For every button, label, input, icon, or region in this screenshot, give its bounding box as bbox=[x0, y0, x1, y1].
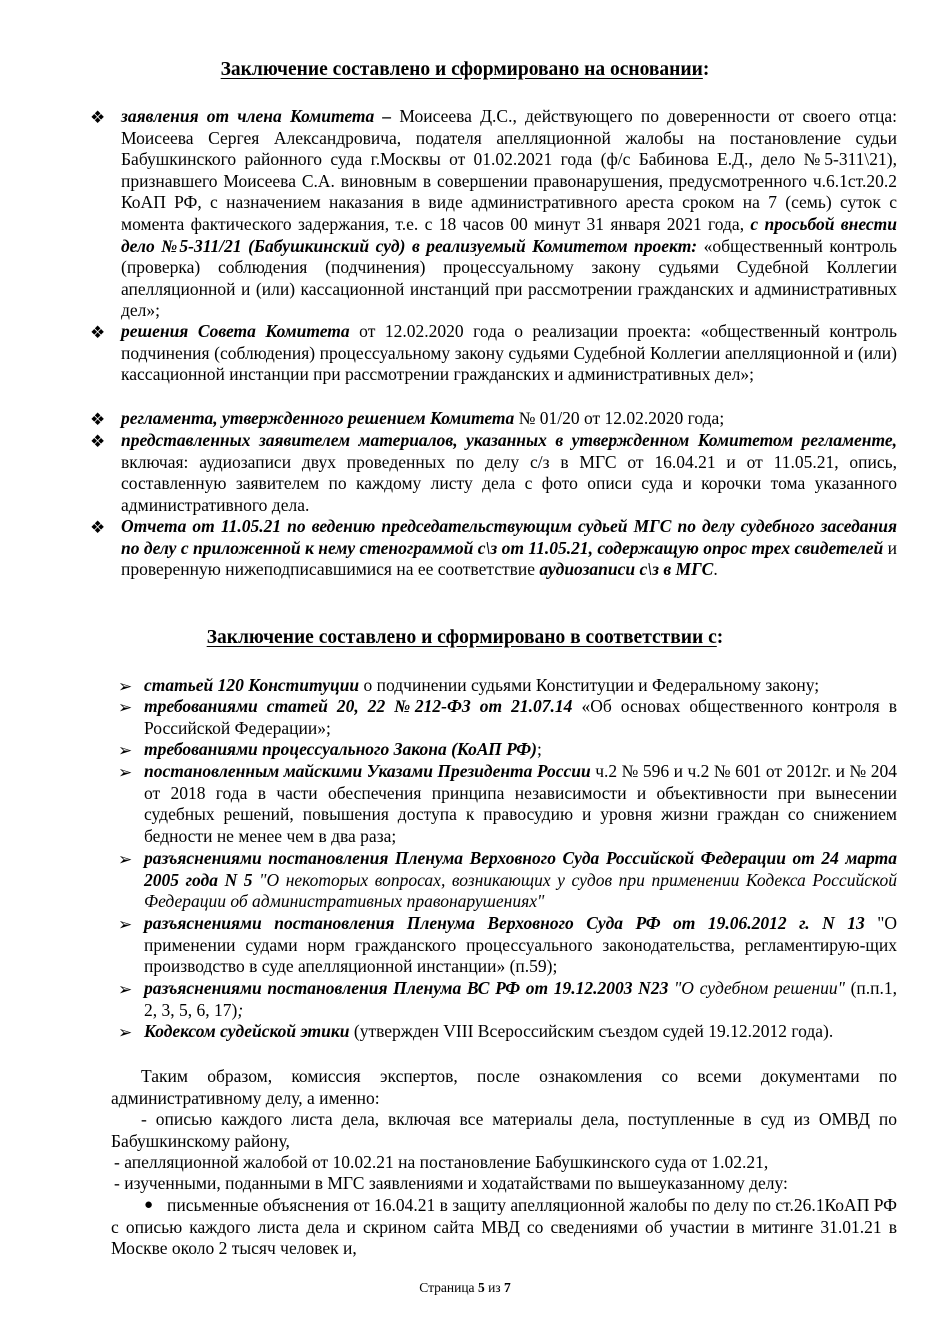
plain-text: "О применении судами норм гражданского процессуального законодательства, регламентирую-щих производство в суде апелляционной инстанции» (п.59); bbox=[144, 913, 897, 977]
body-intro: Таким образом, комиссия экспертов, после ознакомления со всеми документами по административному делу, а именно: bbox=[111, 1066, 897, 1108]
body-line-appeal: - апелляционной жалобой от 10.02.21 на постановление Бабушкинского суда от 1.02.21, bbox=[114, 1152, 769, 1172]
emphasized-text: аудиозаписи с\з в МГС bbox=[539, 559, 714, 580]
plain-text: «общественный контроль (проверка) соблюдения (подчинения) процессуальному закону судьями Судебной Коллегии апелляционной и (или) кассационной инстанций при рассмотрении гражданских и административных дел»; bbox=[121, 235, 897, 321]
plain-text: (п.п.1, 2, 3, 5, 6, 17) bbox=[144, 978, 898, 1020]
plain-text: о подчинении судьями Конституции и Федеральному закону; bbox=[359, 675, 820, 695]
dot-bullet-icon: ● bbox=[144, 1197, 154, 1213]
arrow-bullet-icon: ➢ bbox=[118, 915, 133, 934]
basis-item bbox=[121, 321, 897, 386]
section-heading-basis bbox=[0, 58, 930, 82]
basis-item bbox=[121, 516, 897, 581]
section-heading-basis-text: Заключение составлено и сформировано на основании bbox=[220, 59, 703, 80]
arrow-bullet-icon: ➢ bbox=[118, 698, 133, 717]
compliance-item bbox=[144, 739, 897, 761]
emphasized-text: требованиями статей 20, 22 №212-ФЗ от 21.07.14 bbox=[144, 696, 573, 716]
emphasized-text: решения Совета Комитета bbox=[121, 321, 350, 341]
compliance-item bbox=[144, 761, 897, 847]
plain-text: «Об основах общественного контроля в Российской Федерации»; bbox=[144, 696, 898, 738]
basis-item bbox=[121, 430, 897, 516]
compliance-item bbox=[144, 1021, 897, 1043]
plain-text: (утвержден VIII Всероссийским съездом судей 19.12.2012 года). bbox=[349, 1021, 834, 1041]
emphasized-text: регламента, утвержденного решением Комитета bbox=[121, 408, 515, 428]
italic-text: ; bbox=[237, 999, 244, 1020]
emphasized-text: с просьбой внести дело №5-311/21 (Бабушкинский суд) в реализуемый Комитетом проект: bbox=[121, 213, 897, 256]
compliance-item bbox=[144, 696, 897, 739]
plain-text: и проверенную нижеподписавшимися на ее соответствие bbox=[121, 537, 897, 580]
compliance-item bbox=[144, 913, 897, 978]
arrow-bullet-icon: ➢ bbox=[118, 1023, 133, 1042]
diamond-bullet-icon: ❖ bbox=[90, 410, 106, 429]
emphasized-text: представленных заявителем материалов, указанных в утвержденном Комитетом регламенте, bbox=[121, 430, 897, 450]
compliance-item bbox=[144, 675, 897, 697]
plain-text: . bbox=[713, 559, 718, 580]
plain-text: Моисеева Д.С., действующего по доверенности от своего отца: Моисеева Сергея Александровича, подателя апелляционной жалобы на постановление судьи Бабушкинского районного суда г.Москвы от 01.02.2021 года (ф/с Бабинова Е.Д., дело №5-311\21), признавшего Моисеева С.А. виновным в совершении правонарушения, предусмотренного ч.6.1ст.20.2 КоАП РФ, с назначением наказания в виде административного ареста сроком на 7 (семь) суток с момента фактического задержания, т.е. с 18 часов 00 минут 31 января 2021 года, bbox=[121, 106, 897, 234]
plain-text: № 01/20 от 12.02.2020 года; bbox=[514, 408, 725, 428]
footer-label: Страница bbox=[419, 1280, 475, 1295]
arrow-bullet-icon: ➢ bbox=[118, 850, 133, 869]
emphasized-text: Отчета от 11.05.21 по ведению председательствующим судьей МГС по делу судебного заседания по делу с приложенной к нему стенограммой с\з от 11.05.21, содержащую опрос трех свидетелей bbox=[121, 516, 897, 558]
italic-text: "О некоторых вопросах, возникающих у судов при применении Кодекса Российской Федерации об административных правонарушениях" bbox=[144, 869, 897, 912]
footer-of: из bbox=[488, 1280, 501, 1295]
section-heading-basis-suffix: : bbox=[702, 59, 710, 80]
emphasized-text: разъяснениями постановления Пленума Верховного Суда РФ от 19.06.2012 г. N 13 bbox=[144, 913, 865, 933]
emphasized-text: статьей 120 Конституции bbox=[144, 675, 360, 695]
basis-item bbox=[121, 408, 897, 430]
plain-text: ; bbox=[537, 739, 542, 759]
plain-text: ч.2 № 596 и ч.2 № 601 от 2012г. и № 204 от 2018 года в части обеспечения принципа независимости и объективности при вынесении судебных решений, повышения доступа к правосудию и уровня жизни граждан со снижением бедности не менее чем в два раза; bbox=[144, 761, 897, 846]
compliance-item bbox=[144, 978, 897, 1021]
arrow-bullet-icon: ➢ bbox=[118, 980, 133, 999]
basis-item bbox=[121, 106, 897, 322]
body-dot-item: письменные объяснения от 16.04.21 в защиту апелляционной жалобы по делу по ст.26.1КоАП РФ с описью каждого листа дела и скрином сайта МВД со сведениями об участии в митинге 31.01.21 в Москве около 2 тысяч человек и, bbox=[111, 1195, 897, 1259]
section-heading-compliance-suffix: : bbox=[716, 627, 724, 648]
diamond-bullet-icon: ❖ bbox=[90, 432, 106, 451]
arrow-bullet-icon: ➢ bbox=[118, 763, 133, 782]
emphasized-text: требованиями процессуального Закона (КоАП РФ) bbox=[144, 739, 537, 759]
body-line-inventory: - описью каждого листа дела, включая все материалы дела, поступленные в суд из ОМВД по Бабушкинскому району, bbox=[111, 1109, 897, 1151]
emphasized-text: разъяснениями постановления Пленума Верховного Суда Российской Федерации от 24 марта 2005 года N 5 bbox=[144, 848, 897, 890]
compliance-item bbox=[144, 848, 897, 913]
emphasized-text: разъяснениями постановления Пленума ВС РФ от 19.12.2003 N23 bbox=[144, 978, 669, 998]
diamond-bullet-icon: ❖ bbox=[90, 518, 106, 537]
body-line-petitions: - изученными, поданными в МГС заявлениями и ходатайствами по вышеуказанному делу: bbox=[114, 1173, 788, 1193]
plain-text: от 12.02.2020 года о реализации проекта: «общественный контроль подчинения (соблюдения) процессуальному закону судьями Судебной Коллегии апелляционной и (или) кассационной инстанции при рассмотрении гражданских и административных дел»; bbox=[121, 321, 897, 385]
italic-text: "О судебном решении" bbox=[668, 978, 845, 998]
emphasized-text: постановленным майскими Указами Президента России bbox=[144, 761, 591, 781]
diamond-bullet-icon: ❖ bbox=[90, 323, 106, 342]
arrow-bullet-icon: ➢ bbox=[118, 741, 133, 760]
plain-text: включая: аудиозаписи двух проведенных по делу с/з в МГС от 16.04.21 и от 11.05.21, опись, составленную заявителем по каждому листу дела с фото описи суда и корочки тома указанного административного дела. bbox=[121, 451, 897, 515]
section-heading-compliance-text: Заключение составлено и сформировано в соответствии с bbox=[206, 627, 717, 648]
emphasized-text: Кодексом судейской этики bbox=[144, 1021, 350, 1041]
page-footer bbox=[0, 1280, 930, 1296]
arrow-bullet-icon: ➢ bbox=[118, 677, 133, 696]
footer-total-pages: 7 bbox=[504, 1280, 511, 1295]
emphasized-text: заявления от члена Комитета – bbox=[121, 106, 400, 126]
diamond-bullet-icon: ❖ bbox=[90, 108, 106, 127]
footer-page-number: 5 bbox=[477, 1280, 485, 1295]
section-heading-compliance bbox=[0, 626, 930, 650]
